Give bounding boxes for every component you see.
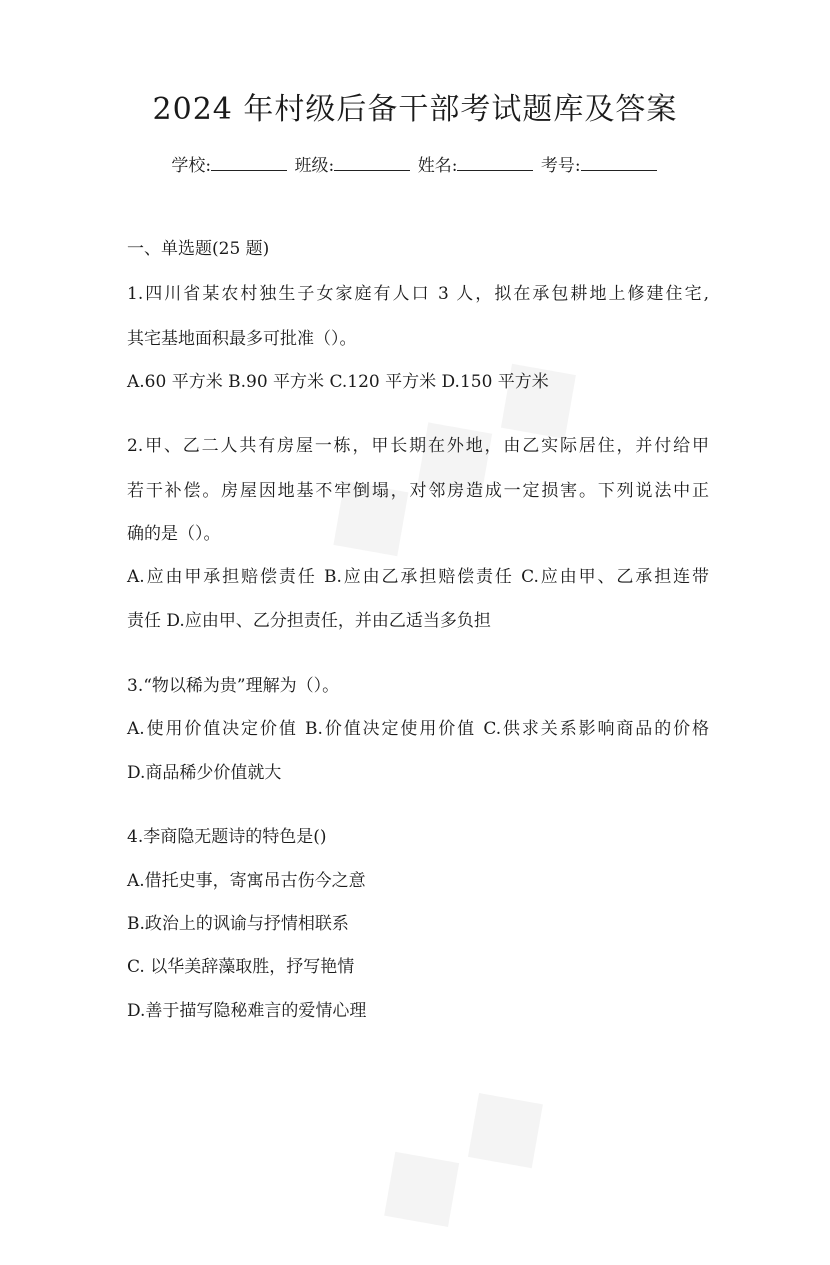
student-info-row bbox=[0, 152, 830, 179]
school-field[interactable] bbox=[211, 152, 287, 171]
class-field[interactable] bbox=[334, 152, 410, 171]
question-2-text: 若干补偿。房屋因地基不牢倒塌，对邻房造成一定损害。下列说法中正 bbox=[127, 481, 709, 501]
question-1-text: 1.四川省某农村独生子女家庭有人口 3 人，拟在承包耕地上修建住宅, bbox=[127, 284, 709, 304]
question-4-option-d: D.善于描写隐秘难言的爱情心理 bbox=[127, 1001, 367, 1021]
question-1-options: A.60 平方米 B.90 平方米 C.120 平方米 D.150 平方米 bbox=[127, 372, 549, 392]
question-4-text: 4.李商隐无题诗的特色是() bbox=[127, 827, 327, 847]
question-3-text: 3.“物以稀为贵”理解为（）。 bbox=[127, 676, 340, 696]
question-1-text: 其宅基地面积最多可批准（）。 bbox=[127, 329, 357, 349]
question-4-option-c: C. 以华美辞藻取胜，抒写艳情 bbox=[127, 957, 355, 977]
question-2-options: 责任 D.应由甲、乙分担责任，并由乙适当多负担 bbox=[127, 611, 491, 631]
exam-number-label: 考号: bbox=[540, 156, 581, 176]
question-3-options: A.使用价值决定价值 B.价值决定使用价值 C.供求关系影响商品的价格 bbox=[127, 719, 709, 739]
school-label: 学校: bbox=[171, 156, 212, 176]
class-label: 班级: bbox=[294, 156, 335, 176]
question-2-text: 确的是（）。 bbox=[127, 524, 221, 544]
question-3-options: D.商品稀少价值就大 bbox=[127, 763, 282, 783]
exam-number-field[interactable] bbox=[581, 152, 657, 171]
page-title: 2024 年村级后备干部考试题库及答案 bbox=[152, 92, 678, 127]
question-2-text: 2.甲、乙二人共有房屋一栋，甲长期在外地，由乙实际居住，并付给甲 bbox=[127, 436, 709, 456]
question-4-option-b: B.政治上的讽谕与抒情相联系 bbox=[127, 914, 349, 934]
question-4-option-a: A.借托史事，寄寓吊古伤今之意 bbox=[127, 871, 366, 891]
name-field[interactable] bbox=[457, 152, 533, 171]
section-heading: 一、单选题(25 题) bbox=[127, 239, 270, 259]
name-label: 姓名: bbox=[417, 156, 458, 176]
question-2-options: A.应由甲承担赔偿责任 B.应由乙承担赔偿责任 C.应由甲、乙承担连带 bbox=[127, 567, 709, 587]
watermark bbox=[339, 1034, 586, 1265]
